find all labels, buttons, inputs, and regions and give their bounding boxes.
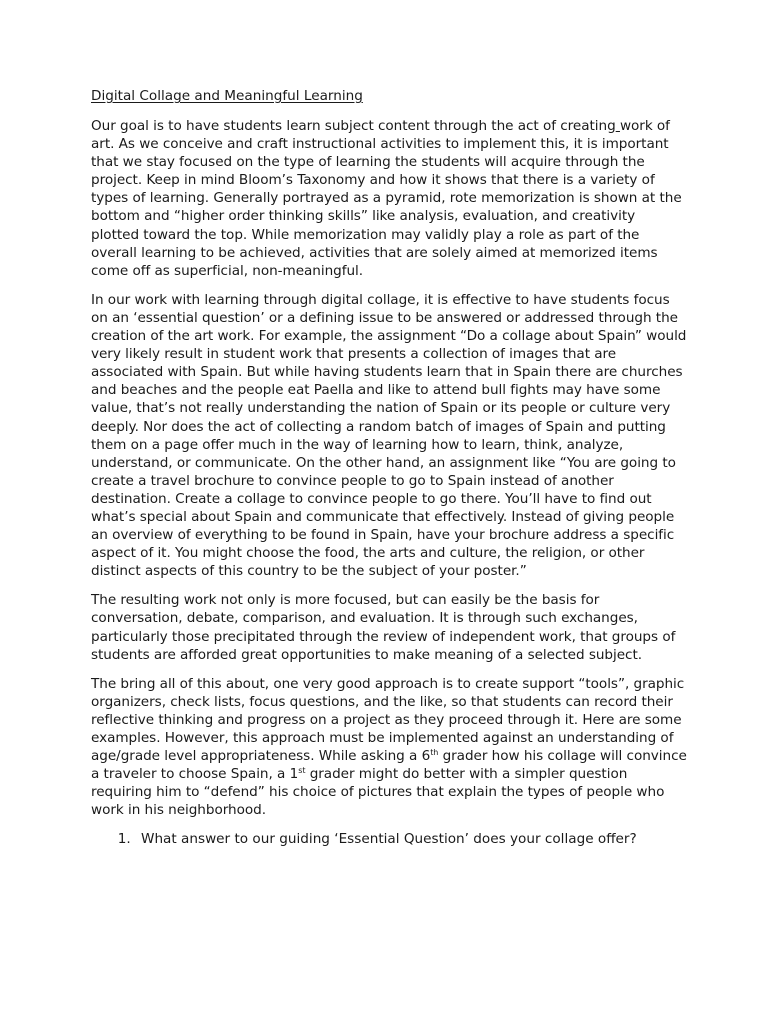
paragraph-support-tools-part-1: The bring all of this about, one very good approach is to create support “tools”, graphic organizers, check lists, focus questions, and the like, so that students can record their reflective thinking and progress on a project as they proceed through it. Here are some examples. However, this approach must be implemented against an understanding of age/grade level appropriateness. While asking a 6 — [91, 675, 685, 765]
paragraph-goal-text-start: Our goal is to have students learn subject content through the act of creating — [91, 118, 616, 134]
paragraph-support-tools — [91, 675, 687, 820]
paragraph-goal-text-end: work of art. As we conceive and craft instructional activities to implement this, it is important that we stay focused on the type of learning the students will acquire through the project. Keep in mind Bloom’s Taxonomy and how it shows that there is a variety of types of learning. Generally portrayed as a pyramid, rote memorization is shown at the bottom and “higher order thinking skills” like analysis, evaluation, and creativity plotted toward the top. While memorization may validly play a role as part of the overall learning to be achieved, activities that are solely aimed at memorized items come off as superficial, non-meaningful. — [91, 118, 682, 279]
paragraph-support-tools-part-2: grader how his collage will convince a traveler to choose Spain, a 1 — [91, 748, 687, 783]
paragraph-support-tools-part-3: grader might do better with a simpler question requiring him to “defend” his choice of pictures that explain the types of people who work in his neighborhood. — [91, 766, 665, 819]
document-title: Digital Collage and Meaningful Learning — [91, 88, 363, 104]
superscript-st: st — [298, 766, 306, 776]
question-list — [91, 830, 687, 848]
paragraph-goal — [91, 117, 687, 280]
paragraph-resulting-work: The resulting work not only is more focused, but can easily be the basis for conversation, debate, comparison, and evaluation. It is through such exchanges, particularly those precipitated through the review of independent work, that groups of students are afforded great opportunities to make meaning of a selected subject. — [91, 592, 676, 663]
list-item: 1. What answer to our guiding ‘Essential Question’ does your collage offer? — [135, 830, 687, 848]
superscript-th: th — [430, 748, 439, 758]
document-body — [91, 87, 687, 849]
paragraph-essential-question: In our work with learning through digital collage, it is effective to have students focus on an ‘essential question’ or a defining issue to be answered or addressed through the creation of the art work. For example, the assignment “Do a collage about Spain” would very likely result in student work that presents a collection of images that are associated with Spain. But while having students learn that in Spain there are churches and beaches and the people eat Paella and like to attend bull fights may have some value, that’s not really understanding the nation of Spain or its people or culture very deeply. Nor does the act of collecting a random batch of images of Spain and putting them on a page offer much in the way of learning how to learn, think, analyze, understand, or communicate. On the other hand, an assignment like “You are going to create a travel brochure to convince people to go to Spain instead of another destination. Create a collage to convince people to go there. You’ll have to find out what’s special about Spain and communicate that effectively. Instead of giving people an overview of everything to be found in Spain, have your brochure address a specific aspect of it. You might choose the food, the arts and culture, the religion, or other distinct aspects of this country to be the subject of your poster.” — [91, 291, 687, 580]
